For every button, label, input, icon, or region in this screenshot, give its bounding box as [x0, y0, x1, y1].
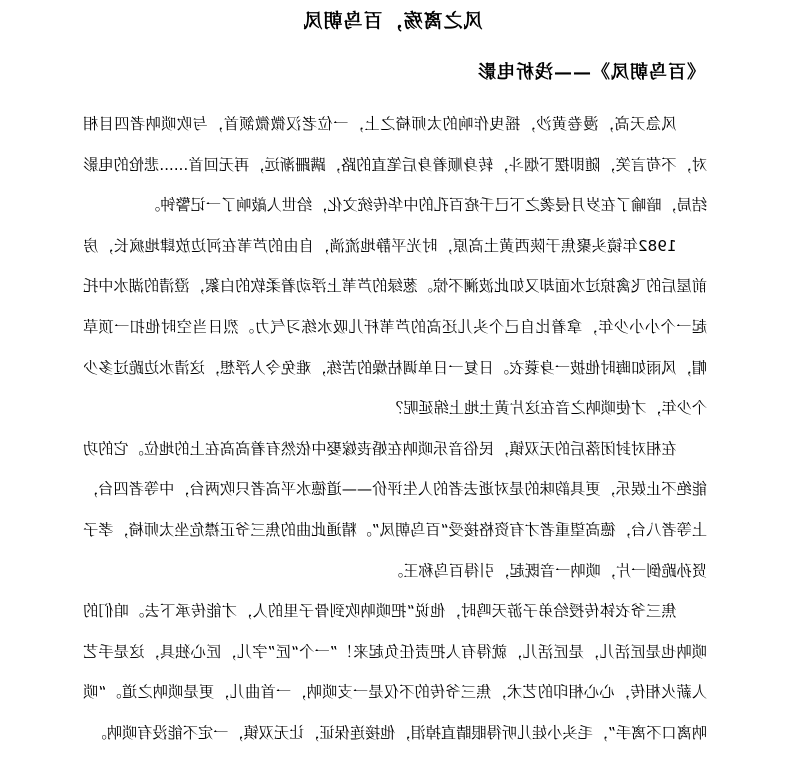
paragraph: 风急天高，漫卷黄沙，摇曳作响的太师椅之上，一位老汉微微颔首，与吹唢呐者四目相对，不苟言笑，随即摆下烟斗，转身顺着身后笔直的路，蹒跚渐远，再无回首......悲怆的电影结局，暗喻了在岁月侵袭之下已千疮百孔的中华传统文化，给世人敲响了一记警钟。	[83, 115, 707, 215]
document-title: 风之离殇，百鸟朝凤	[302, 10, 483, 32]
paragraph: 在相对封闭落后的无双镇，民俗音乐唢呐在婚丧嫁娶中依然有着高高在上的地位。它的功能绝不止娱乐，更具韵味的是对逝去者的人生评价——道德水平高者只吹两台，中等者四台，上等者八台，德高望重者才有资格接受“百鸟朝凤”。精通此曲的焦三爷正襟危坐太师椅，孝子贤孙跪倒一片，唢呐一音既起，引得百鸟称王。	[83, 439, 707, 580]
document-subtitle: 《百鸟朝凤》——浅析电影	[477, 62, 705, 83]
document-body	[83, 104, 707, 754]
paragraph: 焦三爷衣钵传授给弟子游天鸣时，他说“把唢呐吹到骨子里的人，才能传承下去。咱们的唢呐也是匠活儿，是匠活儿，就得有人把责任负起来！”一个“匠”字儿，匠心独具，这是手艺人薪火相传，心心相印的艺术，焦三爷传的不仅是一支唢呐，一首曲儿，更是唢呐之道。“唢呐离口不离手”，毛头小娃儿听得眼睛直掉泪，他接连保证，让无双镇，一定不能没有唢呐。	[83, 602, 707, 742]
paragraph: 1982年镜头聚焦于陕西黄土高原，时光平静地流淌，自由的芦苇在河边放肆地疯长，房前屋后的飞禽掠过水面却又如此波澜不惊。葱绿的芦苇上浮动着柔软的白絮，澄清的湖水中托起一个小小少年，拿着比自己个头儿还高的芦苇杆儿吸水练习气力。烈日当空时他扣一顶草帽，风雨如晦时他披一身蓑衣。日复一日单调枯燥的苦练，难免令人浮想，这清水边跪过多少个少年，才使唢呐之音在这片黄土地上绵延呢？	[83, 236, 707, 418]
